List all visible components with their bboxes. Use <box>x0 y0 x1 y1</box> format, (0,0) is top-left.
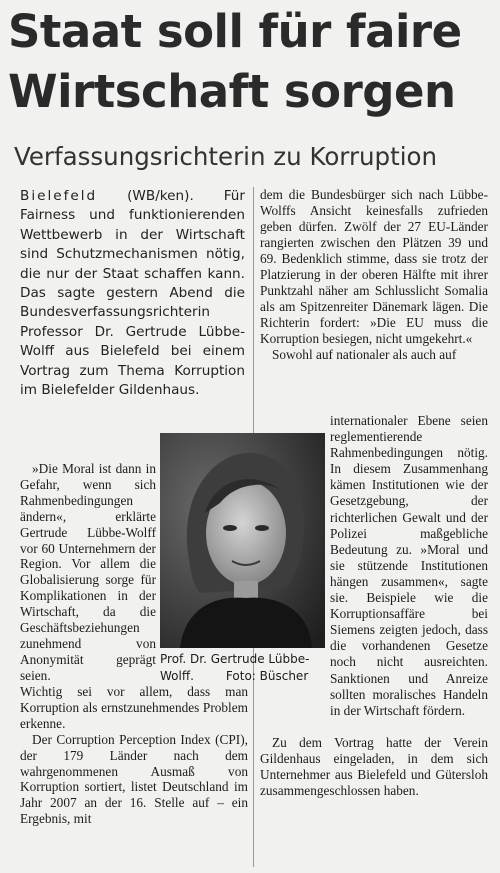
lead-text: Für Fairness und funktionierenden Wettbewerb in der Wirtschaft sind Schutzmechanismen nötig, die nur der Staat schaffen kann. Das sagte gestern Abend die Bundesverfassungsrichterin Professor Dr. Gertrude Lübbe-Wolff aus Bielefeld bei einem Vortrag zum Thema Korruption im Bielefelder Gildenhaus. <box>20 188 246 399</box>
body-column-right-beside-photo <box>330 413 488 719</box>
body-paragraph-1-continued: Wichtig sei vor allem, dass man Korruption als ernstzunehmendes Problem erkenne. <box>20 684 248 731</box>
headline: Staat soll für faire Wirtschaft sorgen <box>8 5 462 118</box>
body-paragraph-1: »Die Moral ist dann in Gefahr, wenn sich Rahmenbedingungen ändern«, erklärte Gertrude Lübbe-Wolff vor 60 Unternehmern der Region. Vor allem die Globalisierung sorge für Komplikationen in der Wirtschaft, da die Geschäftsbeziehungen zunehmend von Anonymität geprägt seien. <box>20 461 156 683</box>
portrait-image <box>160 433 325 648</box>
portrait-photo <box>160 433 325 648</box>
lead-paragraph <box>20 187 245 400</box>
agency-tag: (WB/ken). <box>127 188 194 204</box>
dateline: Bielefeld <box>20 188 98 204</box>
body-column-bottom-left <box>20 684 248 827</box>
body-paragraph-2-continued: dem die Bundesbürger sich nach Lübbe-Wolffs Ansicht keinesfalls zufrieden geben dürfen. Zwölf der 27 EU-Länder rangierten zwischen den Plätzen 39 und 69. Bedenklich stimme, dass sie trotz der Platzierung in der oberen Hälfte mit ihrer Punktzahl näher am Schlusslicht Somalia als am Spitzenreiter Dänemark lägen. Die Richterin fordert: »Die EU muss die Korruption besiegen, nicht umgekehrt.« <box>260 187 488 346</box>
body-paragraph-3-start: Sowohl auf nationaler als auch auf <box>272 347 457 362</box>
photo-credit: Foto: Büscher <box>225 669 309 683</box>
caption-text: Prof. Dr. Gertrude Lübbe-Wolff. <box>160 652 310 683</box>
subheadline: Verfassungsrichterin zu Korruption <box>14 142 438 171</box>
body-column-right-bottom <box>260 735 488 799</box>
body-column-beside-photo <box>20 461 156 684</box>
body-paragraph-4: Zu dem Vortrag hatte der Verein Gildenhaus eingeladen, in dem sich Unternehmer aus Bielefeld und Gütersloh zusammengeschlossen haben. <box>260 735 488 798</box>
body-paragraph-2: Der Corruption Perception Index (CPI), der 179 Länder nach dem wahrgenommenen Ausmaß von Korruption sortiert, listet Deutschland im Jahr 2007 an der 16. Stelle auf – ein Ergebnis, mit <box>20 731 248 827</box>
body-column-right-top <box>260 187 488 363</box>
photo-caption <box>160 651 326 685</box>
body-paragraph-3: internationaler Ebene seien reglementierende Rahmenbedingungen nötig. In diesem Zusammenhang kämen Institutionen wie der Gesetzgebung, der richterlichen Gewalt und der Polizei maßgebliche Bedeutung zu. »Moral und sie stützende Institutionen hängen zusammen«, sagte sie. Beispiele wie die Korruptionsaffäre bei Siemens zeigten jedoch, dass die vorhandenen Gesetze noch nicht ausreichten. Sanktionen und Anreize sollten moralisches Handeln in der Wirtschaft fördern. <box>330 413 488 718</box>
